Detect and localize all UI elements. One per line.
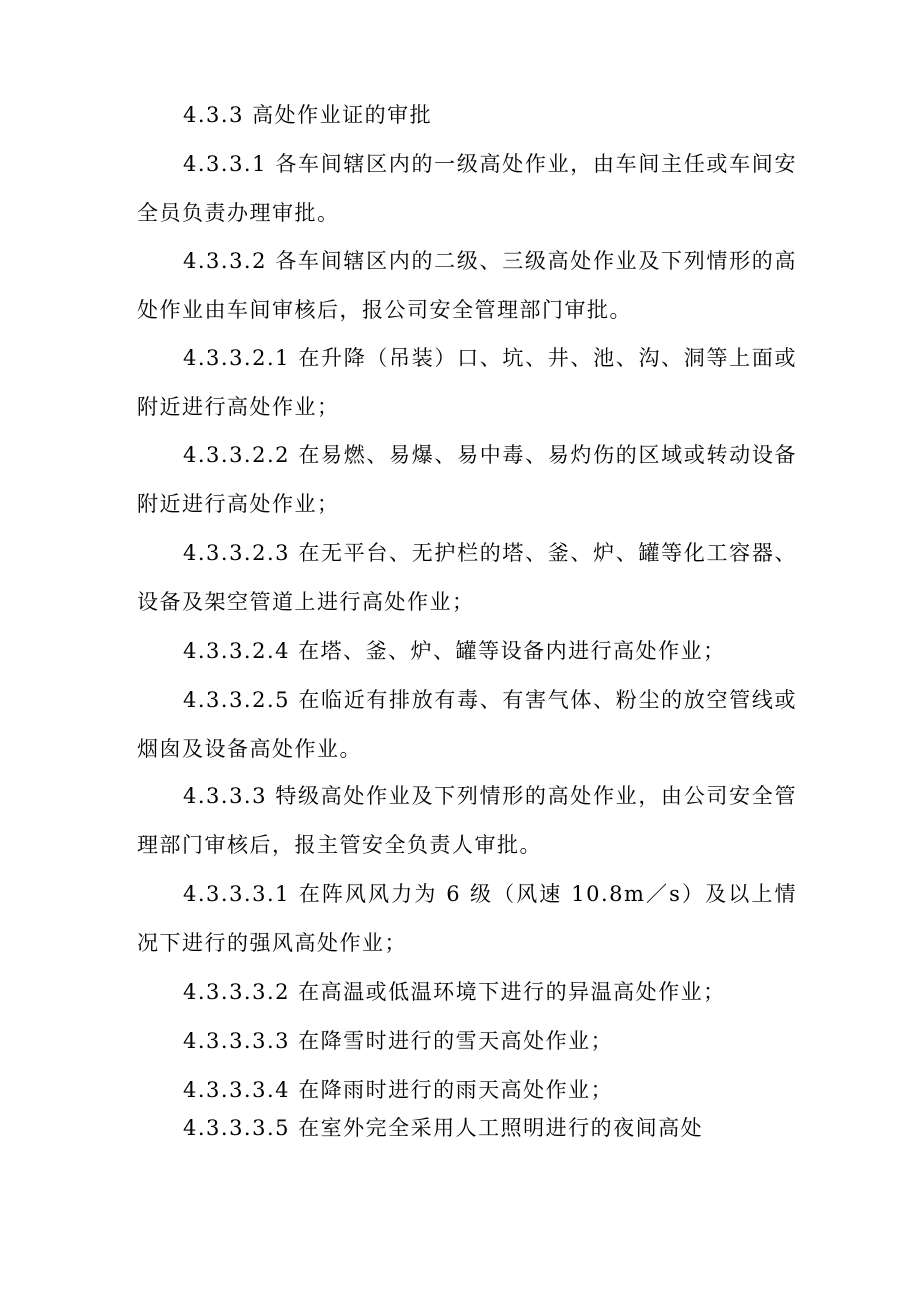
paragraph-4-3-3-2-5: 4.3.3.2.5 在临近有排放有毒、有害气体、粉尘的放空管线或烟囱及设备高处作业。 xyxy=(137,688,797,761)
paragraph-4-3-3-2-2: 4.3.3.2.2 在易燃、易爆、易中毒、易灼伤的区域或转动设备附近进行高处作业； xyxy=(137,443,797,516)
paragraph-4-3-3-3: 4.3.3.3 特级高处作业及下列情形的高处作业，由公司安全管理部门审核后，报主管安全负责人审批。 xyxy=(137,784,797,857)
paragraph-4-3-3-2: 4.3.3.2 各车间辖区内的二级、三级高处作业及下列情形的高处作业由车间审核后，报公司安全管理部门审批。 xyxy=(137,249,797,322)
paragraph-4-3-3-1: 4.3.3.1 各车间辖区内的一级高处作业，由车间主任或车间安全员负责办理审批。 xyxy=(137,152,797,225)
paragraph-4-3-3-3-1: 4.3.3.3.1 在阵风风力为 6 级（风速 10.8m／s）及以上情况下进行的强风高处作业； xyxy=(137,882,797,955)
paragraph-4-3-3-3-2: 4.3.3.3.2 在高温或低温环境下进行的异温高处作业； xyxy=(183,980,726,1004)
paragraph-4-3-3-2-3: 4.3.3.2.3 在无平台、无护栏的塔、釜、炉、罐等化工容器、设备及架空管道上进行高处作业； xyxy=(137,541,797,614)
paragraph-4-3-3-2-1: 4.3.3.2.1 在升降（吊装）口、坑、井、池、沟、洞等上面或附近进行高处作业； xyxy=(137,346,797,419)
heading-4-3-3: 4.3.3 高处作业证的审批 xyxy=(183,103,433,127)
paragraph-4-3-3-3-3: 4.3.3.3.3 在降雪时进行的雪天高处作业； xyxy=(183,1029,614,1053)
paragraph-4-3-3-2-4: 4.3.3.2.4 在塔、釜、炉、罐等设备内进行高处作业； xyxy=(183,639,726,663)
paragraph-4-3-3-3-4: 4.3.3.3.4 在降雨时进行的雨天高处作业； xyxy=(183,1078,614,1102)
paragraph-4-3-3-3-5: 4.3.3.3.5 在室外完全采用人工照明进行的夜间高处 xyxy=(183,1116,704,1140)
